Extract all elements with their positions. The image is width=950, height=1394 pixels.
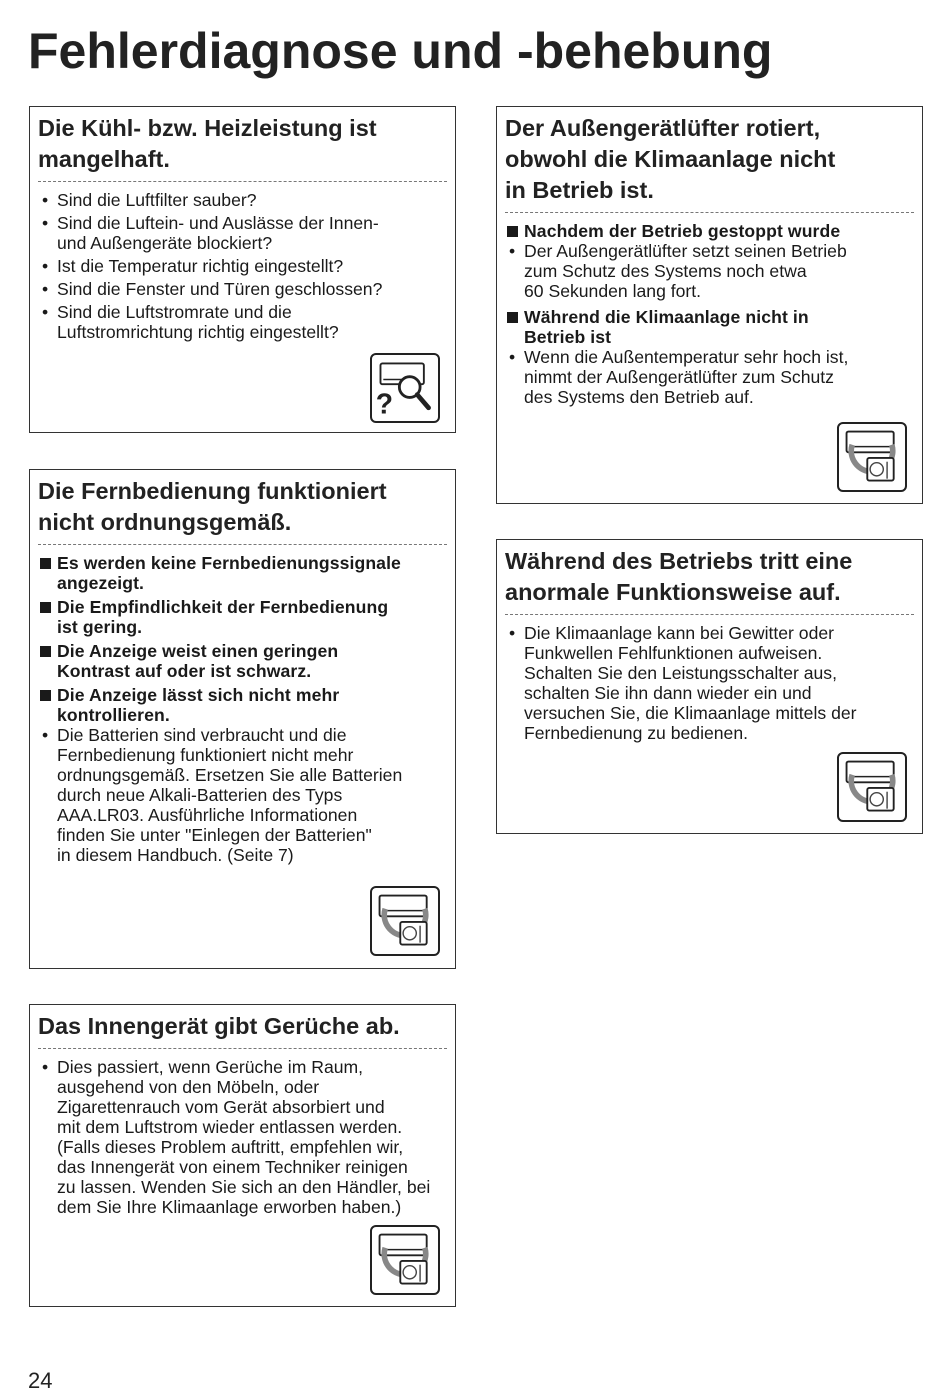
dashed-divider [38, 181, 447, 182]
normal-operation-icon [370, 886, 440, 956]
section-odor-title: Das Innengerät gibt Gerüche ab. [38, 1013, 400, 1039]
section-remote [29, 469, 456, 969]
list-item: • Dies passiert, wenn Gerüche im Raum, ausgehend von den Möbeln, oder Zigarettenrauch vom Gerät absorbiert und mit dem Luftstrom wieder entlassen werden. (Falls dieses Problem auftritt, empfehlen wir, das Innengerät von einem Techniker reinigen zu lassen. Wenden Sie sich an den Händler, bei dem Sie Ihre Klimaanlage erworben haben.) [38, 1057, 447, 1217]
dashed-divider [38, 544, 447, 545]
dashed-divider [505, 212, 914, 213]
normal-operation-icon [837, 422, 907, 492]
page-number: 24 [28, 1368, 53, 1393]
section-cooling-title: Die Kühl- bzw. Heizleistung ist mangelhaft. [38, 115, 377, 172]
subheading: Während die Klimaanlage nicht in Betrieb ist [505, 307, 914, 347]
list-item: • Wenn die Außentemperatur sehr hoch ist, nimmt der Außengerätlüfter zum Schutz des Systems den Betrieb auf. [505, 347, 914, 407]
list-item: • Sind die Fenster und Türen geschlossen? [38, 279, 447, 299]
subheading: Die Anzeige lässt sich nicht mehr kontrollieren. [38, 685, 447, 725]
list-item: • Sind die Luftein- und Auslässe der Innen- und Außengeräte blockiert? [38, 213, 447, 253]
dashed-divider [505, 614, 914, 615]
list-item: • Die Klimaanlage kann bei Gewitter oder Funkwellen Fehlfunktionen aufweisen. Schalten Sie den Leistungsschalter aus, schalten Sie ihn dann wieder ein und versuchen Sie, die Klimaanlage mittels der Fernbedienung zu bedienen. [505, 623, 914, 743]
list-item: • Ist die Temperatur richtig eingestellt? [38, 256, 447, 276]
dashed-divider [38, 1048, 447, 1049]
section-odor [29, 1004, 456, 1307]
svg-text:?: ? [375, 387, 394, 420]
subheading: Die Empfindlichkeit der Fernbedienung ist gering. [38, 597, 447, 637]
page-title: Fehlerdiagnose und -behebung [28, 23, 773, 79]
section-fan-title: Der Außengerätlüfter rotiert, obwohl die Klimaanlage nicht in Betrieb ist. [505, 115, 836, 203]
list-item: • Die Batterien sind verbraucht und die Fernbedienung funktioniert nicht mehr ordnungsgemäß. Ersetzen Sie alle Batterien durch neue Alkali-Batterien des Typs AAA.LR03. Ausführliche Informationen finden Sie unter "Einlegen der Batterien" in diesem Handbuch. (Seite 7) [38, 725, 447, 865]
list-item: • Sind die Luftstromrate und die Luftstromrichtung richtig eingestellt? [38, 302, 447, 342]
section-abnormal-title: Während des Betriebs tritt eine anormale Funktionsweise auf. [505, 548, 853, 605]
subheading: Es werden keine Fernbedienungssignale angezeigt. [38, 553, 447, 593]
section-remote-title: Die Fernbedienung funktioniert nicht ordnungsgemäß. [38, 478, 387, 535]
check-unit-question-magnifier-icon [370, 353, 440, 423]
section-fan [496, 106, 923, 504]
normal-operation-icon [370, 1225, 440, 1295]
subheading: Nachdem der Betrieb gestoppt wurde [505, 221, 914, 241]
subheading: Die Anzeige weist einen geringen Kontrast auf oder ist schwarz. [38, 641, 447, 681]
list-item: • Der Außengerätlüfter setzt seinen Betrieb zum Schutz des Systems noch etwa 60 Sekunden lang fort. [505, 241, 914, 301]
section-cooling [29, 106, 456, 433]
section-abnormal [496, 539, 923, 834]
list-item: • Sind die Luftfilter sauber? [38, 190, 447, 210]
normal-operation-icon [837, 752, 907, 822]
